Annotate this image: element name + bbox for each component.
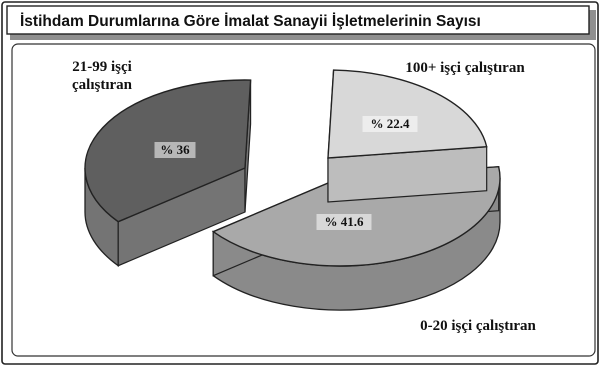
slice-category-label: 0-20 işçi çalıştıran [420, 318, 536, 334]
slice-category-label: çalıştıran [72, 77, 132, 93]
slice-value-label: % 41.6 [324, 214, 364, 229]
slice-category-label: 100+ işçi çalıştıran [405, 60, 525, 76]
slice-value-label: % 22.4 [370, 116, 410, 131]
chart-title: İstihdam Durumlarına Göre İmalat Sanayii İşletmelerinin Sayısı [20, 13, 481, 30]
slice-value-label: % 36 [160, 142, 190, 157]
slice-category-label: 21-99 işçi [72, 59, 132, 75]
